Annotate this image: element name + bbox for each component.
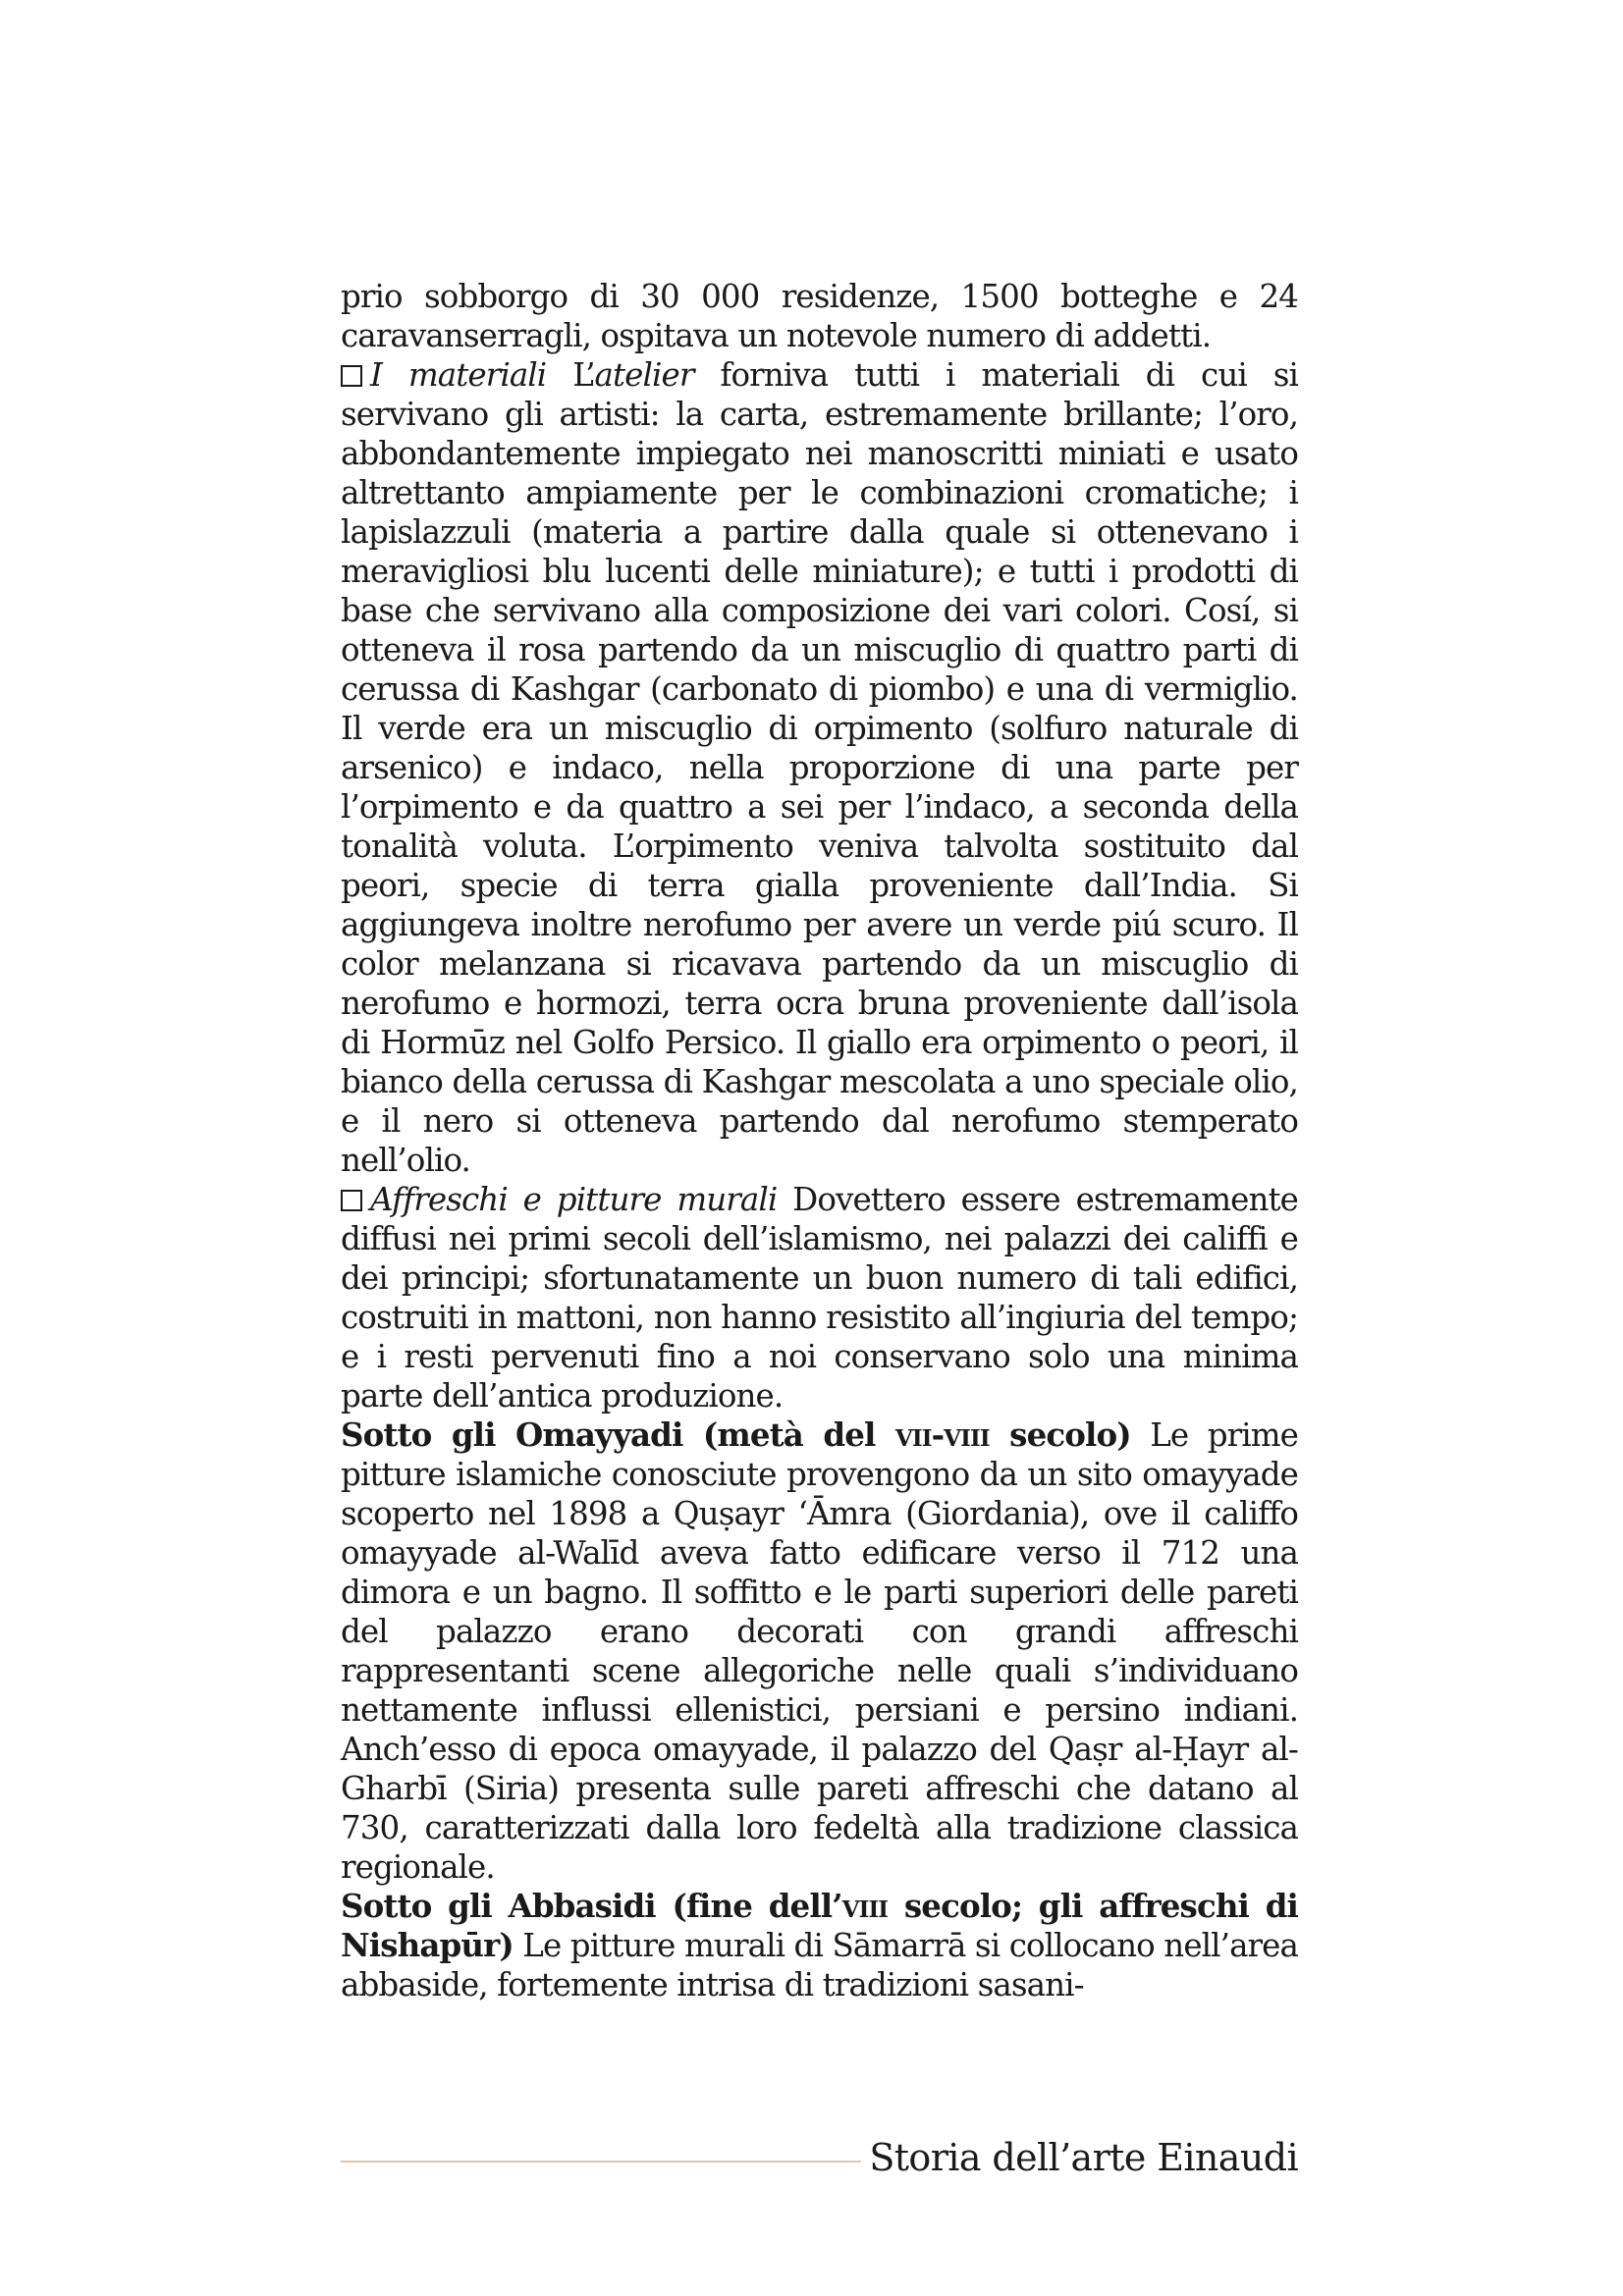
paragraph-text: prio sobborgo di 30 000 residenze, 1500 botteghe e 24 caravanserragli, ospitava un notevole numero di addetti. xyxy=(341,278,1298,354)
footer-rule xyxy=(341,2161,861,2163)
footer-title: Storia dell’arte Einaudi xyxy=(869,2136,1298,2179)
heading-part: Sotto gli Omayyadi (metà del xyxy=(341,1415,895,1454)
term-atelier: atelier xyxy=(594,356,694,394)
section-heading-frescoes: Affreschi e pitture murali xyxy=(370,1181,778,1218)
paragraph-suburb xyxy=(341,277,1298,355)
paragraph-text: Le prime pitture islamiche conosciute provengono da un sito omayyade scoperto nel 1898 a Quṣayr ‘Āmra (Giordania), ove il califfo omayyade al-Walīd aveva fatto edificare verso il 712 una dimora e un bagno. Il soffitto e le parti superiori delle pareti del palazzo erano decorati con grandi affreschi rappresentanti scene allegoriche nelle quali s’individuano nettamente influssi ellenistici, persiani e persino indiani. Anch’esso di epoca omayyade, il palazzo del Qaṣr al-Ḥayr al-Gharbī (Siria) presenta sulle pareti affreschi che datano al 730, caratterizzati dalla loro fedeltà alla tradizione classica regionale. xyxy=(341,1416,1298,1886)
heading-century: vii-viii xyxy=(894,1415,990,1454)
paragraph-text: forniva tutti i materiali di cui si servivano gli artisti: la carta, estremamente brillante; l’oro, abbondantemente impiegato nei manoscritti miniati e usato altrettanto ampiamente per le combinazioni cromatiche; i lapislazzuli (materia a partire dalla quale si ottenevano i meravigliosi blu lucenti delle miniature); e tutti i prodotti di base che servivano alla composizione dei vari colori. Cosí, si otteneva il rosa partendo da un miscuglio di quattro parti di cerussa di Kashgar (carbonato di piombo) e una di vermiglio. Il verde era un miscuglio di orpimento (solfuro naturale di arsenico) e indaco, nella proporzione di una parte per l’orpimento e da quattro a sei per l’indaco, a seconda della tonalità voluta. L’orpimento veniva talvolta sostituito dal peori, specie di terra gialla proveniente dall’India. Si aggiungeva inoltre nerofumo per avere un verde piú scuro. Il color melanzana si ricavava partendo da un miscuglio di nerofumo e hormozi, terra ocra bruna proveniente dall’isola di Hormūz nel Golfo Persico. Il giallo era orpimento o peori, il bianco della cerussa di Kashgar mescolata a uno speciale olio, e il nero si otteneva partendo dal nerofumo stemperato nell’olio. xyxy=(341,356,1298,1179)
section-heading-materials: I materiali xyxy=(370,356,547,394)
paragraph-frescoes xyxy=(341,1180,1298,1415)
heading-part: secolo; gli affreschi di Nishapūr) xyxy=(341,1887,1299,1964)
paragraph-text-lead: L’ xyxy=(572,356,595,394)
square-bullet-icon xyxy=(341,365,362,387)
square-bullet-icon xyxy=(341,1190,362,1211)
paragraph-materials xyxy=(341,355,1298,1180)
section-heading-umayyads xyxy=(341,1415,1131,1454)
heading-part: secolo) xyxy=(989,1415,1131,1454)
paragraph-text: Le pitture murali di Sāmarrā si collocano nell’area abbaside, fortemente intrisa di tradizioni sasani- xyxy=(341,1927,1298,2003)
page-footer xyxy=(341,2128,1298,2187)
paragraph-umayyads xyxy=(341,1415,1298,1887)
paragraph-text: Dovettero essere estremamente diffusi nei primi secoli dell’islamismo, nei palazzi dei califfi e dei principi; sfortunatamente un buon numero di tali edifici, costruiti in mattoni, non hanno resistito all’ingiuria del tempo; e i resti pervenuti fino a noi conservano solo una minima parte dell’antica produzione. xyxy=(341,1181,1298,1415)
heading-century: viii xyxy=(841,1887,889,1925)
body-text xyxy=(341,277,1298,2004)
heading-part: Sotto gli Abbasidi (fine dell’ xyxy=(341,1887,842,1925)
paragraph-abbasids xyxy=(341,1887,1298,2004)
